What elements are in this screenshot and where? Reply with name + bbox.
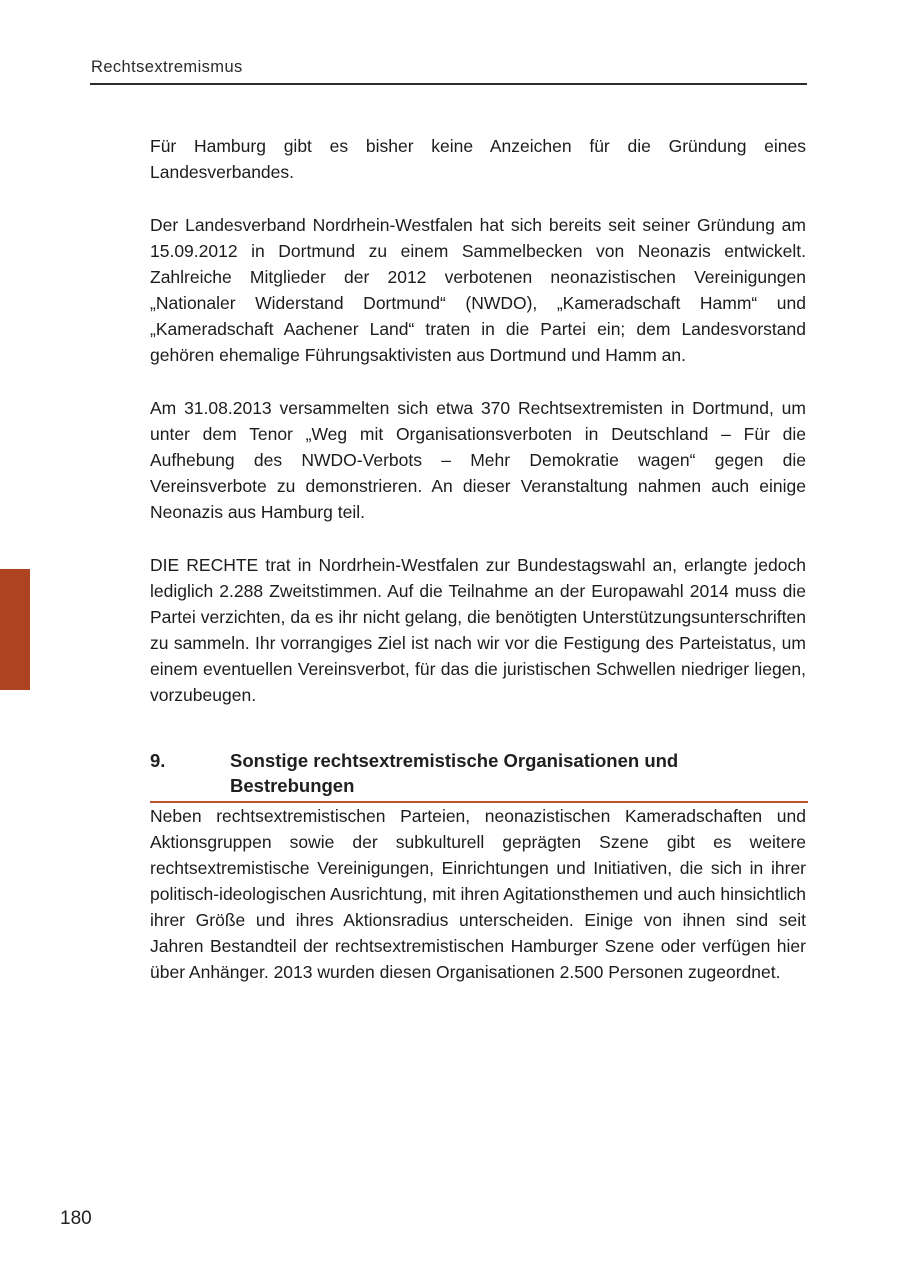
section-heading — [150, 748, 806, 798]
section-accent-bar — [0, 569, 30, 690]
page-number: 180 — [60, 1208, 92, 1229]
body-paragraph: Neben rechtsextremistischen Parteien, neonazistischen Kameradschaften und Aktionsgruppen sowie der subkulturell geprägten Szene gibt es weitere rechtsextremistische Vereinigungen, Einrichtungen und Initiativen, die sich in ihrer politisch-ideologischen Ausrichtung, mit ihren Agitationsthemen und auch hinsichtlich ihrer Größe und ihres Aktionsradius unterscheiden. Einige von ihnen sind seit Jahren Bestandteil der rechtsextremistischen Hamburger Szene oder verfügen hier über Anhänger. 2013 wurden diesen Organisationen 2.500 Personen zugeordnet. — [150, 806, 806, 982]
header-rule — [90, 83, 807, 85]
body-paragraph: Der Landesverband Nordrhein-Westfalen hat sich bereits seit seiner Gründung am 15.09.2012 in Dortmund zu einem Sammelbecken von Neonazis entwickelt. Zahlreiche Mitglieder der 2012 verbotenen neonazistischen Vereinigungen „Nationaler Widerstand Dortmund“ (NWDO), „Kameradschaft Hamm“ und „Kameradschaft Aachener Land“ traten in die Partei ein; dem Landesvorstand gehören ehemalige Führungsaktivisten aus Dortmund und Hamm an. — [150, 215, 806, 365]
body-paragraph: Für Hamburg gibt es bisher keine Anzeichen für die Gründung eines Landesverbandes. — [150, 136, 806, 182]
body-paragraph: DIE RECHTE trat in Nordrhein-Westfalen zur Bundestagswahl an, erlangte jedoch lediglich 2.288 Zweitstimmen. Auf die Teilnahme an der Europawahl 2014 muss die Partei verzichten, da es ihr nicht gelang, die benötigten Unterstützungsunterschriften zu sammeln. Ihr vorrangiges Ziel ist nach wir vor die Festigung des Parteistatus, um einem eventuellen Vereinsverbot, für das die juristischen Schwellen niedriger liegen, vorzubeugen. — [150, 555, 806, 705]
section-number: 9. — [150, 750, 166, 771]
running-header-title: Rechtsextremismus — [91, 58, 243, 76]
body-text-column — [150, 133, 806, 985]
section-title: Sonstige rechtsextremistische Organisationen und Bestrebungen — [230, 750, 679, 796]
body-paragraph: Am 31.08.2013 versammelten sich etwa 370 Rechtsextremisten in Dortmund, um unter dem Tenor „Weg mit Organisationsverboten in Deutschland – Für die Aufhebung des NWDO-Verbots – Mehr Demokratie wagen“ gegen die Vereinsverbote zu demonstrieren. An dieser Veranstaltung nahmen auch einige Neonazis aus Hamburg teil. — [150, 398, 806, 522]
